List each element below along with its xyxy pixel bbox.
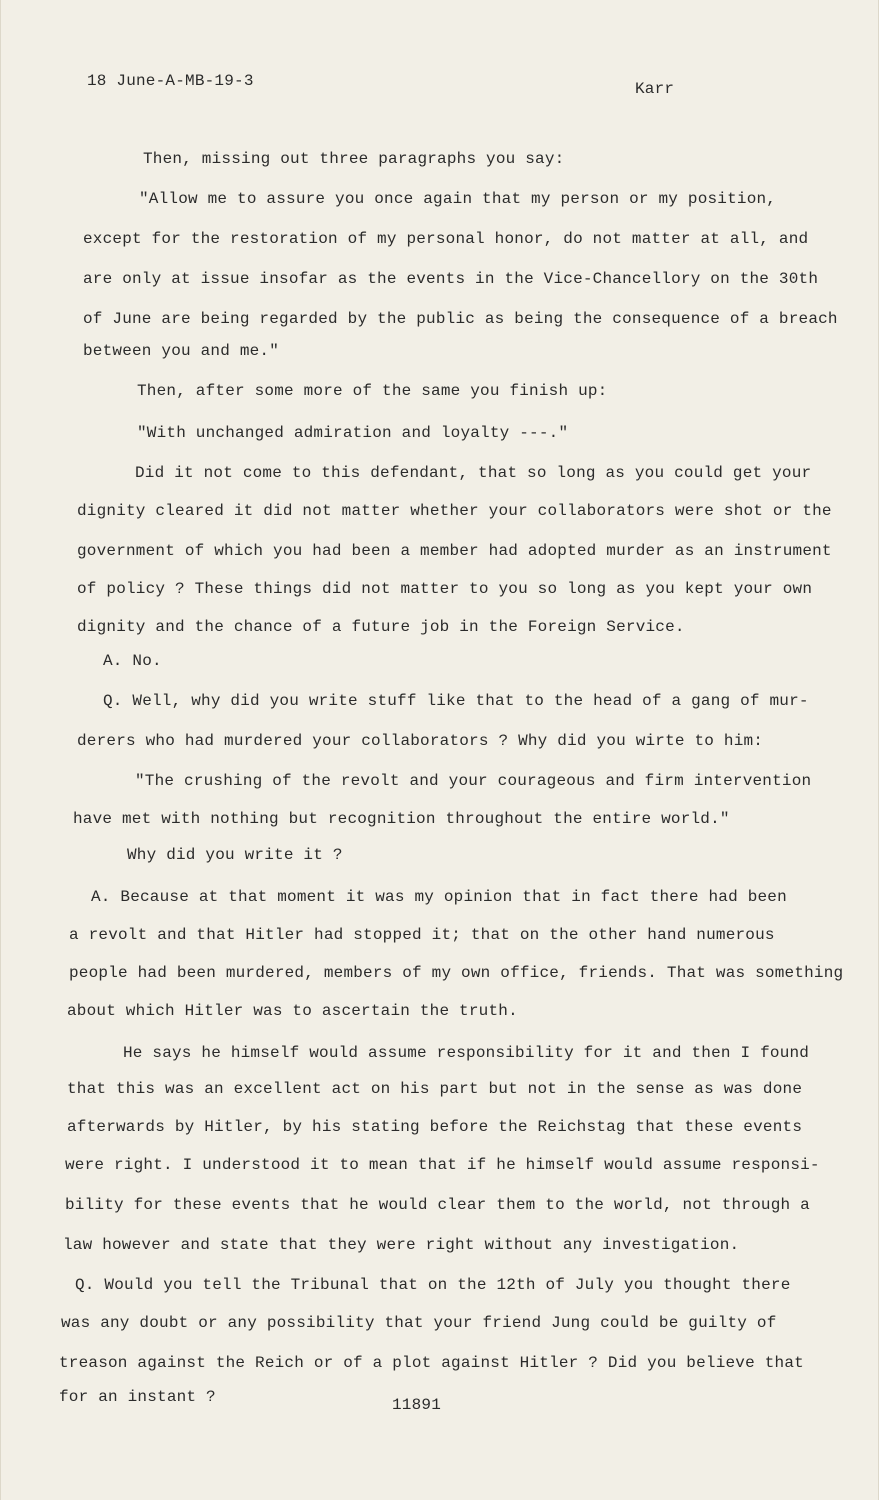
text-line: He says he himself would assume responsibility for it and then I found (123, 1044, 810, 1062)
text-line: dignity cleared it did not matter whether your collaborators were shot or the (77, 502, 832, 520)
speaker-name: Karr (635, 80, 675, 98)
text-line: of June are being regarded by the public as being the consequence of a breach (83, 310, 838, 328)
text-line: are only at issue insofar as the events in the Vice-Chancellory on the 30th (83, 270, 819, 288)
text-line: between you and me." (83, 342, 280, 360)
text-line: Then, after some more of the same you finish up: (137, 382, 608, 400)
text-line: treason against the Reich or of a plot against Hitler ? Did you believe that (59, 1354, 804, 1372)
text-line: a revolt and that Hitler had stopped it; that on the other hand numerous (69, 926, 775, 944)
answer-line: A. No. (103, 652, 162, 670)
text-line: law however and state that they were right without any investigation. (63, 1236, 740, 1254)
text-line: were right. I understood it to mean that if he himself would assume responsi- (65, 1156, 820, 1174)
question-line: Q. Well, why did you write stuff like that to the head of a gang of mur- (103, 692, 809, 710)
text-line: bility for these events that he would clear them to the world, not through a (65, 1196, 810, 1214)
text-line: for an instant ? (59, 1388, 216, 1406)
text-line: derers who had murdered your collaborators ? Why did you wirte to him: (77, 732, 764, 750)
text-line: "With unchanged admiration and loyalty ---." (137, 424, 569, 442)
document-reference: 18 June-A-MB-19-3 (87, 72, 254, 90)
text-line: except for the restoration of my personal honor, do not matter at all, and (83, 230, 809, 248)
question-line: Q. Would you tell the Tribunal that on the 12th of July you thought there (75, 1276, 791, 1294)
text-line: dignity and the chance of a future job in the Foreign Service. (77, 618, 685, 636)
text-line: have met with nothing but recognition throughout the entire world." (73, 810, 730, 828)
text-line: Then, missing out three paragraphs you say: (143, 150, 565, 168)
text-line: people had been murdered, members of my own office, friends. That was something (69, 964, 844, 982)
text-line: that this was an excellent act on his part but not in the sense as was done (67, 1080, 803, 1098)
text-line: "Allow me to assure you once again that my person or my position, (139, 190, 777, 208)
text-line: about which Hitler was to ascertain the truth. (67, 1002, 518, 1020)
text-line: afterwards by Hitler, by his stating before the Reichstag that these events (67, 1118, 803, 1136)
text-line: of policy ? These things did not matter to you so long as you kept your own (77, 580, 813, 598)
text-line: government of which you had been a member had adopted murder as an instrument (77, 542, 832, 560)
text-line: Why did you write it ? (127, 846, 343, 864)
text-line: Did it not come to this defendant, that so long as you could get your (135, 464, 812, 482)
answer-line: A. Because at that moment it was my opinion that in fact there had been (91, 888, 787, 906)
text-line: was any doubt or any possibility that your friend Jung could be guilty of (61, 1314, 777, 1332)
text-line: "The crushing of the revolt and your courageous and firm intervention (135, 772, 812, 790)
page-number: 11891 (392, 1396, 442, 1414)
